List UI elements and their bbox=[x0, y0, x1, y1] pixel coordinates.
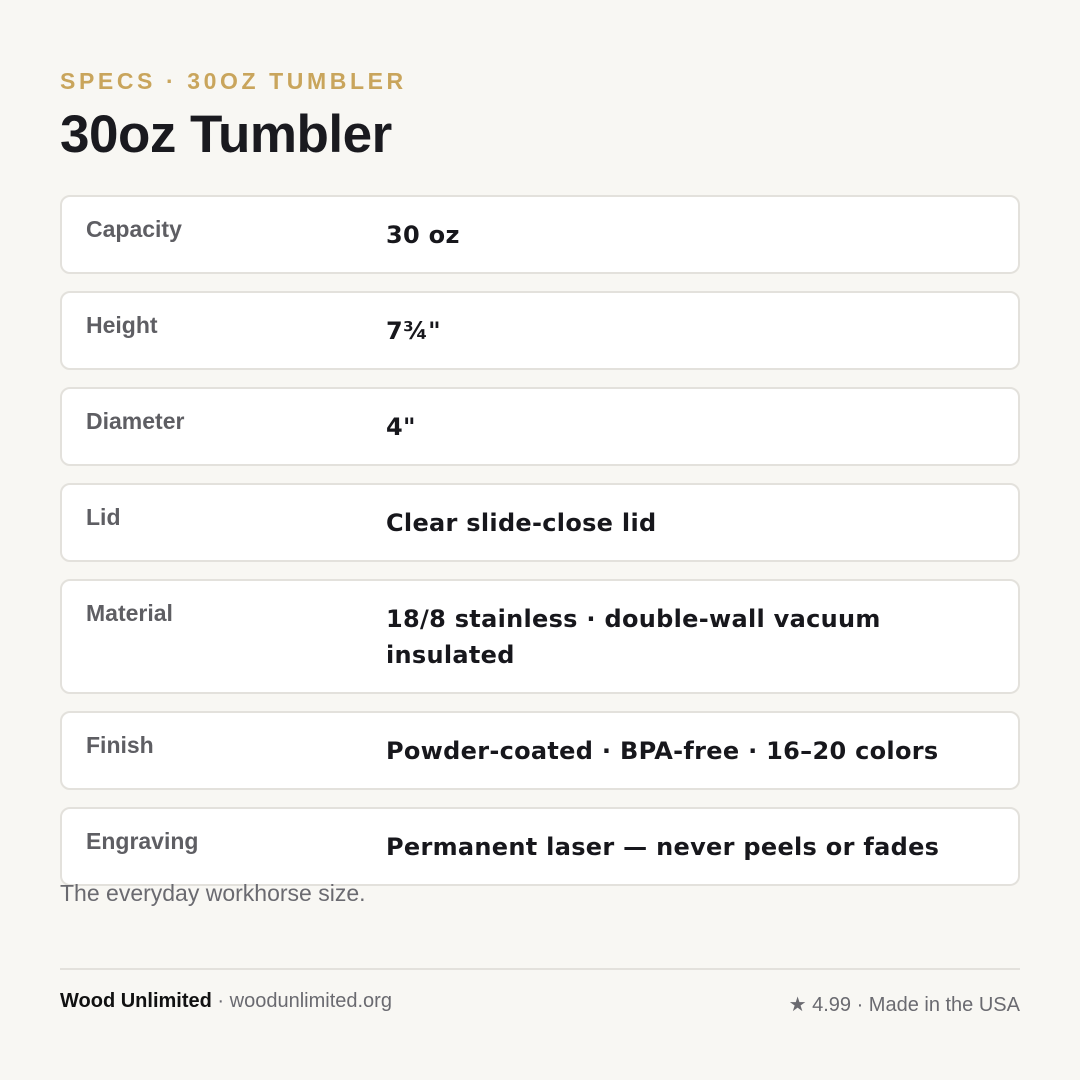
spec-list bbox=[60, 195, 1020, 903]
spec-value: Permanent laser — never peels or fades bbox=[386, 833, 940, 861]
footer-divider bbox=[60, 968, 1020, 970]
spec-label: Diameter bbox=[86, 408, 185, 434]
spec-value: 30 oz bbox=[386, 221, 460, 249]
spec-row-engraving bbox=[60, 807, 1020, 886]
footer-brand-block bbox=[60, 990, 392, 1013]
spec-label: Capacity bbox=[86, 216, 182, 242]
spec-label: Finish bbox=[86, 732, 154, 758]
spec-value: 18/8 stainless · double-wall vacuum insulated bbox=[386, 605, 881, 669]
spec-value: Powder-coated · BPA-free · 16–20 colors bbox=[386, 737, 939, 765]
spec-row-finish bbox=[60, 711, 1020, 790]
page-title: 30oz Tumbler bbox=[60, 105, 392, 164]
site-link[interactable]: woodunlimited.org bbox=[229, 990, 392, 1012]
rating-origin: ★ 4.99 · Made in the USA bbox=[788, 994, 1020, 1016]
footnote: The everyday workhorse size. bbox=[60, 880, 366, 906]
spec-label: Engraving bbox=[86, 828, 199, 854]
spec-row-material bbox=[60, 579, 1020, 694]
spec-row-capacity bbox=[60, 195, 1020, 274]
spec-value: 7¾" bbox=[386, 317, 441, 345]
eyebrow-label: SPECS · 30OZ TUMBLER bbox=[60, 68, 407, 94]
spec-label: Lid bbox=[86, 504, 121, 530]
footer-separator: · bbox=[217, 990, 225, 1012]
spec-value: Clear slide-close lid bbox=[386, 509, 657, 537]
spec-row-height bbox=[60, 291, 1020, 370]
brand-name: Wood Unlimited bbox=[60, 990, 212, 1012]
spec-label: Height bbox=[86, 312, 158, 338]
spec-label: Material bbox=[86, 600, 173, 626]
spec-row-lid bbox=[60, 483, 1020, 562]
spec-row-diameter bbox=[60, 387, 1020, 466]
spec-value: 4" bbox=[386, 413, 416, 441]
